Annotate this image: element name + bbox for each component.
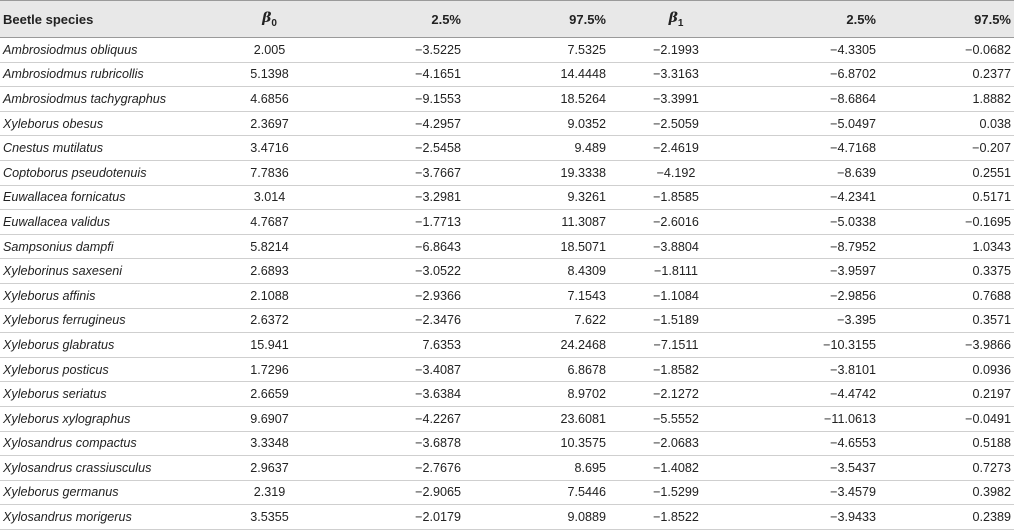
cell-beta1-upper: 1.8882 [879,87,1014,112]
table-row [0,283,1014,308]
cell-beta0-lower: −2.3476 [326,308,464,333]
cell-beta1: −4.192 [609,160,743,185]
cell-beta0-lower: −3.4087 [326,357,464,382]
cell-beta1-upper: −0.0682 [879,38,1014,63]
cell-beta0: 2.005 [213,38,326,63]
header-beta1 [609,1,743,38]
cell-beta1: −2.5059 [609,111,743,136]
cell-beta0: 2.6372 [213,308,326,333]
header-beta0-upper: 97.5% [464,1,609,38]
cell-beta1: −1.5299 [609,480,743,505]
cell-beta1-lower: −3.4579 [743,480,879,505]
cell-beta1-lower: −4.6553 [743,431,879,456]
table-body [0,38,1014,530]
cell-beta0-lower: −2.9366 [326,283,464,308]
cell-beta1: −7.1511 [609,333,743,358]
cell-beta1: −1.5189 [609,308,743,333]
cell-beta0-lower: −2.9065 [326,480,464,505]
header-beta0 [213,1,326,38]
cell-beta1: −3.3991 [609,87,743,112]
cell-beta0-lower: −3.5225 [326,38,464,63]
cell-beta0: 4.7687 [213,210,326,235]
cell-beta1-lower: −6.8702 [743,62,879,87]
cell-beta0: 3.4716 [213,136,326,161]
cell-beta0-upper: 10.3575 [464,431,609,456]
cell-beta0-lower: −9.1553 [326,87,464,112]
cell-species: Ambrosiodmus obliquus [0,38,213,63]
cell-beta0-upper: 18.5264 [464,87,609,112]
cell-beta0: 5.1398 [213,62,326,87]
cell-beta1-upper: 0.2197 [879,382,1014,407]
cell-species: Xyleborus ferrugineus [0,308,213,333]
cell-beta0-lower: −3.2981 [326,185,464,210]
cell-species: Cnestus mutilatus [0,136,213,161]
cell-beta1-lower: −4.7168 [743,136,879,161]
cell-species: Euwallacea fornicatus [0,185,213,210]
cell-species: Xylosandrus crassiusculus [0,456,213,481]
cell-beta0-upper: 7.5446 [464,480,609,505]
cell-beta0-lower: −2.7676 [326,456,464,481]
cell-beta1-lower: −4.4742 [743,382,879,407]
cell-beta0: 4.6856 [213,87,326,112]
cell-beta1: −2.1993 [609,38,743,63]
cell-beta1: −1.8522 [609,505,743,530]
cell-beta0-lower: −4.2267 [326,406,464,431]
cell-species: Xyleborus germanus [0,480,213,505]
cell-beta0: 5.8214 [213,234,326,259]
table-row [0,308,1014,333]
cell-beta1-upper: 0.5188 [879,431,1014,456]
cell-beta0-upper: 8.9702 [464,382,609,407]
beta1-symbol: β [668,9,678,26]
table-row [0,210,1014,235]
cell-beta0-upper: 9.489 [464,136,609,161]
cell-beta0-upper: 6.8678 [464,357,609,382]
cell-species: Xyleborus seriatus [0,382,213,407]
cell-beta0-upper: 9.0352 [464,111,609,136]
cell-beta0-upper: 8.695 [464,456,609,481]
table-row [0,505,1014,530]
cell-beta1: −1.8585 [609,185,743,210]
cell-beta1-lower: −11.0613 [743,406,879,431]
cell-beta0: 3.5355 [213,505,326,530]
cell-species: Sampsonius dampfi [0,234,213,259]
cell-beta1-upper: −0.207 [879,136,1014,161]
cell-beta0: 3.3348 [213,431,326,456]
header-beta1-lower: 2.5% [743,1,879,38]
cell-beta1-lower: −4.2341 [743,185,879,210]
cell-beta1-lower: −3.8101 [743,357,879,382]
table-row [0,406,1014,431]
cell-beta0-upper: 7.5325 [464,38,609,63]
table-row [0,185,1014,210]
header-species: Beetle species [0,1,213,38]
cell-beta1: −5.5552 [609,406,743,431]
table-row [0,382,1014,407]
cell-beta1: −2.4619 [609,136,743,161]
cell-beta1-upper: 0.2389 [879,505,1014,530]
cell-beta1-lower: −3.9597 [743,259,879,284]
cell-beta1-upper: 0.7273 [879,456,1014,481]
table-header [0,1,1014,38]
header-beta0-lower: 2.5% [326,1,464,38]
cell-species: Xyleborinus saxeseni [0,259,213,284]
beta1-subscript: 1 [677,17,684,29]
cell-beta1-lower: −8.639 [743,160,879,185]
cell-species: Xyleborus xylographus [0,406,213,431]
header-row [0,1,1014,38]
cell-beta1: −3.3163 [609,62,743,87]
cell-beta0-upper: 9.0889 [464,505,609,530]
cell-beta1-upper: 0.0936 [879,357,1014,382]
cell-beta1-upper: 0.2377 [879,62,1014,87]
cell-beta0: 2.319 [213,480,326,505]
cell-beta0-lower: −3.7667 [326,160,464,185]
cell-beta0-lower: −3.6384 [326,382,464,407]
cell-beta0-upper: 19.3338 [464,160,609,185]
cell-beta0-lower: −4.2957 [326,111,464,136]
cell-beta0-lower: −6.8643 [326,234,464,259]
cell-beta0: 7.7836 [213,160,326,185]
beta0-symbol: β [262,9,272,26]
cell-beta1: −2.6016 [609,210,743,235]
cell-species: Xyleborus posticus [0,357,213,382]
table-row [0,87,1014,112]
cell-beta0-upper: 24.2468 [464,333,609,358]
cell-beta0: 9.6907 [213,406,326,431]
cell-beta0: 1.7296 [213,357,326,382]
cell-species: Xylosandrus compactus [0,431,213,456]
cell-beta1-lower: −10.3155 [743,333,879,358]
table-row [0,62,1014,87]
cell-beta1: −2.0683 [609,431,743,456]
cell-beta1-upper: −0.0491 [879,406,1014,431]
cell-beta0-upper: 18.5071 [464,234,609,259]
cell-beta1: −1.1084 [609,283,743,308]
cell-beta0: 2.3697 [213,111,326,136]
cell-beta1-upper: −0.1695 [879,210,1014,235]
header-beta1-upper: 97.5% [879,1,1014,38]
table-row [0,160,1014,185]
cell-beta0-upper: 8.4309 [464,259,609,284]
table-row [0,38,1014,63]
cell-beta1: −2.1272 [609,382,743,407]
cell-beta1-upper: 0.2551 [879,160,1014,185]
cell-beta1-lower: −4.3305 [743,38,879,63]
cell-beta0-lower: −3.0522 [326,259,464,284]
cell-beta1-lower: −3.395 [743,308,879,333]
cell-beta0: 2.6659 [213,382,326,407]
table-row [0,111,1014,136]
table-row [0,357,1014,382]
table-row [0,431,1014,456]
cell-species: Xyleborus affinis [0,283,213,308]
cell-beta0-lower: −4.1651 [326,62,464,87]
table-row [0,333,1014,358]
cell-beta0-upper: 9.3261 [464,185,609,210]
cell-beta0-lower: −3.6878 [326,431,464,456]
table-row [0,234,1014,259]
cell-beta0-upper: 23.6081 [464,406,609,431]
cell-beta0-lower: 7.6353 [326,333,464,358]
cell-species: Coptoborus pseudotenuis [0,160,213,185]
cell-beta1-upper: 1.0343 [879,234,1014,259]
table-row [0,480,1014,505]
cell-species: Ambrosiodmus rubricollis [0,62,213,87]
table-row [0,136,1014,161]
beta0-subscript: 0 [271,17,277,29]
cell-beta1-upper: 0.3982 [879,480,1014,505]
cell-beta1: −1.8111 [609,259,743,284]
cell-beta1: −3.8804 [609,234,743,259]
cell-beta1-upper: −3.9866 [879,333,1014,358]
cell-beta1-upper: 0.038 [879,111,1014,136]
cell-beta1-lower: −5.0497 [743,111,879,136]
cell-species: Xylosandrus morigerus [0,505,213,530]
cell-beta1-upper: 0.5171 [879,185,1014,210]
cell-beta1-lower: −3.5437 [743,456,879,481]
cell-beta0-upper: 11.3087 [464,210,609,235]
cell-beta0: 2.9637 [213,456,326,481]
cell-beta0-lower: −1.7713 [326,210,464,235]
cell-beta0-upper: 7.622 [464,308,609,333]
cell-beta0: 15.941 [213,333,326,358]
cell-beta0: 2.6893 [213,259,326,284]
cell-species: Xyleborus obesus [0,111,213,136]
cell-beta0-lower: −2.5458 [326,136,464,161]
cell-species: Ambrosiodmus tachygraphus [0,87,213,112]
cell-beta1: −1.8582 [609,357,743,382]
cell-beta0-upper: 7.1543 [464,283,609,308]
cell-beta1-lower: −3.9433 [743,505,879,530]
cell-beta0: 3.014 [213,185,326,210]
cell-beta1: −1.4082 [609,456,743,481]
table-row [0,259,1014,284]
cell-beta1-lower: −8.6864 [743,87,879,112]
cell-species: Xyleborus glabratus [0,333,213,358]
cell-beta0-upper: 14.4448 [464,62,609,87]
cell-beta1-upper: 0.3375 [879,259,1014,284]
cell-beta1-upper: 0.7688 [879,283,1014,308]
cell-beta0-lower: −2.0179 [326,505,464,530]
cell-beta1-lower: −2.9856 [743,283,879,308]
cell-beta1-lower: −5.0338 [743,210,879,235]
cell-beta0: 2.1088 [213,283,326,308]
cell-beta1-upper: 0.3571 [879,308,1014,333]
table-row [0,456,1014,481]
cell-species: Euwallacea validus [0,210,213,235]
cell-beta1-lower: −8.7952 [743,234,879,259]
